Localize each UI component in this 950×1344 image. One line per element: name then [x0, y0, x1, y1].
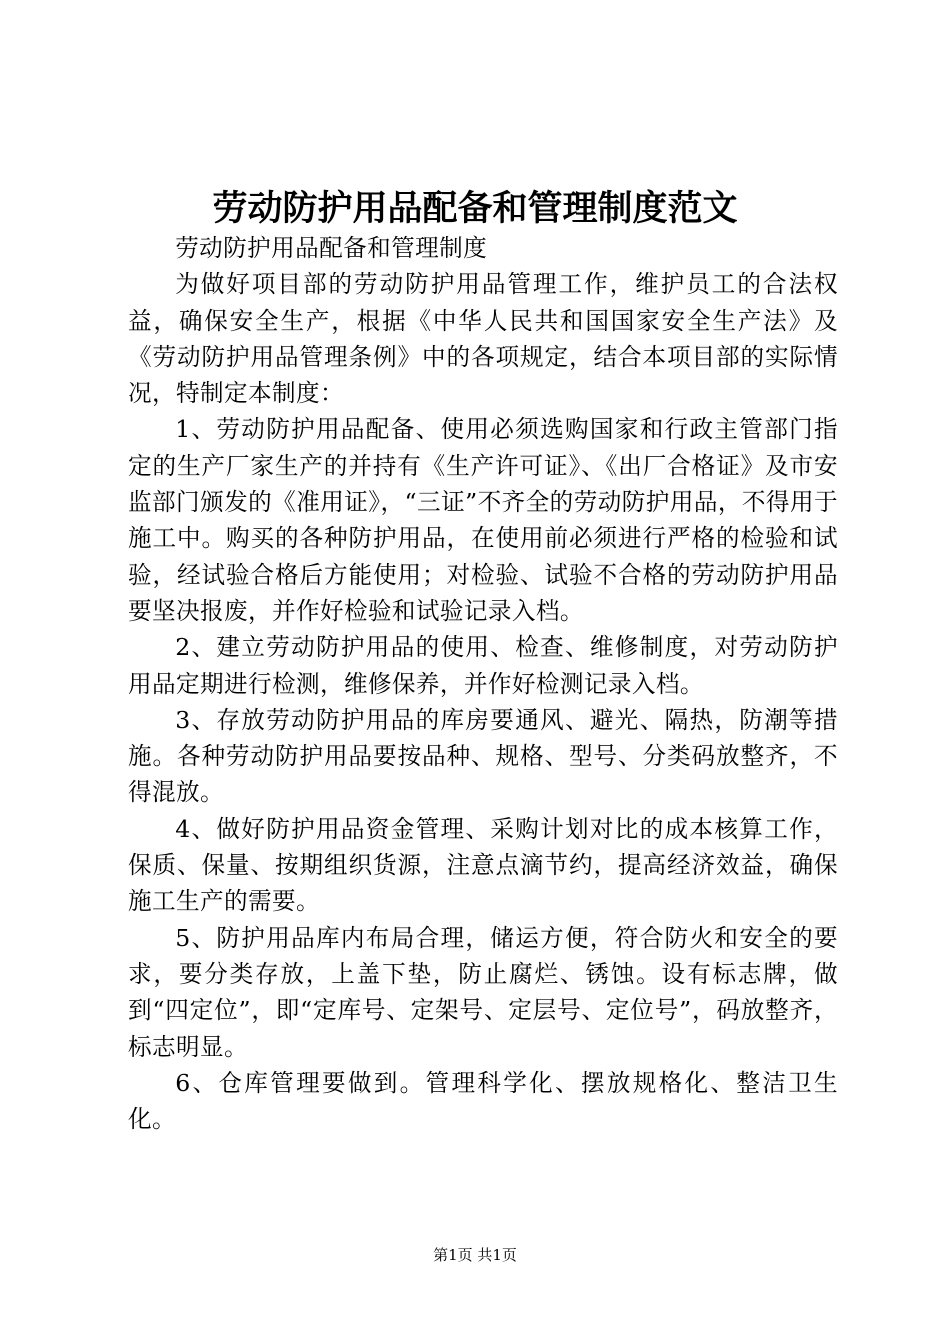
paragraph-item-2: 2、建立劳动防护用品的使用、检查、维修制度，对劳动防护用品定期进行检测，维修保养，并作好检测记录入档。: [128, 633, 838, 698]
paragraph-intro: 为做好项目部的劳动防护用品管理工作，维护员工的合法权益，确保安全生产，根据《中华人民共和国国家安全生产法》及《劳动防护用品管理条例》中的各项规定，结合本项目部的实际情况，特制定本制度：: [128, 270, 838, 408]
paragraph-item-3: 3、存放劳动防护用品的库房要通风、避光、隔热，防潮等措施。各种劳动防护用品要按品种、规格、型号、分类码放整齐，不得混放。: [128, 705, 838, 807]
document-title: 劳动防护用品配备和管理制度范文: [212, 188, 738, 229]
paragraph-subtitle: 劳动防护用品配备和管理制度: [175, 234, 488, 262]
page-number-footer: 第1页 共1页: [433, 1246, 517, 1264]
document-body: [128, 230, 838, 1137]
paragraph-item-4: 4、做好防护用品资金管理、采购计划对比的成本核算工作，保质、保量、按期组织货源，注意点滴节约，提高经济效益，确保施工生产的需要。: [128, 814, 838, 916]
paragraph-item-6: 6、仓库管理要做到。管理科学化、摆放规格化、整洁卫生化。: [128, 1068, 838, 1134]
paragraph-item-1: 1、劳动防护用品配备、使用必须选购国家和行政主管部门指定的生产厂家生产的并持有《生产许可证》、《出厂合格证》及市安监部门颁发的《准用证》，“三证”不齐全的劳动防护用品，不得用于施工中。购买的各种防护用品，在使用前必须进行严格的检验和试验，经试验合格后方能使用；对检验、试验不合格的劳动防护用品要坚决报废，并作好检验和试验记录入档。: [128, 415, 838, 625]
paragraph-item-5: 5、防护用品库内布局合理，储运方便，符合防火和安全的要求，要分类存放，上盖下垫，防止腐烂、锈蚀。设有标志牌，做到“四定位”，即“定库号、定架号、定层号、定位号”，码放整齐，标志明显。: [128, 923, 838, 1061]
